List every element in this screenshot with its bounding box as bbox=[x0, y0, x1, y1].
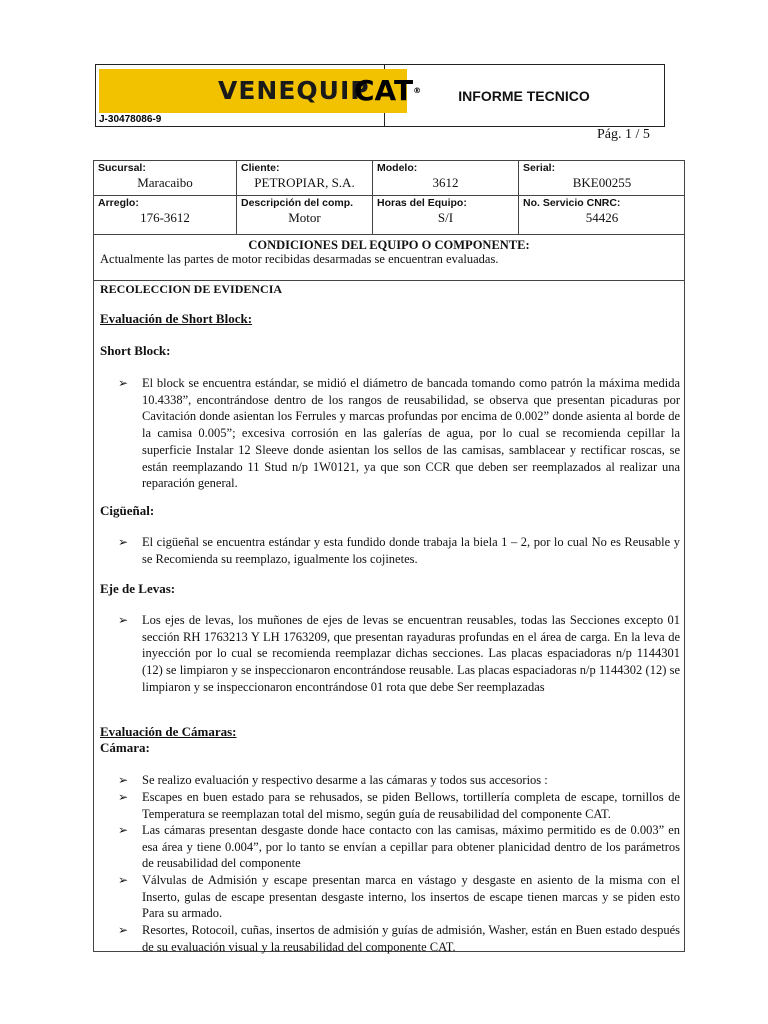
sucursal-label: Sucursal: bbox=[98, 162, 146, 174]
serial-value: BKE00255 bbox=[572, 175, 632, 190]
list-item-text: El block se encuentra estándar, se midió el diámetro de bancada tomando como patrón la máxima medida 10.4338”, encontrándose dentro de los rangos de reusabilidad, se observa que presentan picaduras por Cavitación donde asientan los Ferrules y marcas profundas por encima de 0.002” donde asienta al borde de la camisa 0.005”; excesiva corrosión en las galerías de agua, por lo cual se recomienda cepillar la superficie Instalar 12 Sleeve donde asientan los sellos de las camisas, samblacear y rectificar roscas, se están reemplazando 11 Stud n/p 1W0121, ya que son CCR que deben ser reemplazados al realizar una reparación general. bbox=[142, 376, 680, 491]
list-item bbox=[118, 822, 680, 872]
descripcion-cell bbox=[237, 196, 373, 235]
arrow-bullet-icon: ➢ bbox=[118, 613, 129, 627]
horas-value: S/I bbox=[437, 210, 454, 225]
rif-number: J-30478086-9 bbox=[99, 114, 162, 125]
serial-label: Serial: bbox=[523, 162, 556, 174]
descripcion-value: Motor bbox=[288, 210, 321, 225]
list-item-text: Las cámaras presentan desgaste donde hace contacto con las camisas, máximo permitido es de 0.003” en esa área y tiene 0.004”, por lo tanto se envían a cepillar para obtener planicidad dentro de los parámetros de reusabilidad del componente bbox=[142, 823, 680, 871]
cat-logo-text: CAT bbox=[354, 74, 414, 107]
list-item-text: Escapes en buen estado para se rehusados, se piden Bellows, tortillería completa de escape, tornillos de Temperatura se reemplazan total del mismo, según guía de reusabilidad del componente CAT. bbox=[142, 790, 680, 821]
brand-name: VENEQUIP bbox=[218, 76, 370, 105]
list-item bbox=[118, 375, 680, 492]
list-item bbox=[118, 534, 680, 567]
registered-mark: ® bbox=[413, 86, 422, 95]
list-item-text: El cigüeñal se encuentra estándar y esta fundido donde trabaja la biela 1 – 2, por lo cual No es Reusable y se Recomienda su reemplazo, igualmente los cojinetes. bbox=[142, 535, 680, 566]
report-body bbox=[93, 160, 685, 952]
arrow-bullet-icon: ➢ bbox=[118, 823, 129, 837]
arrow-bullet-icon: ➢ bbox=[118, 873, 129, 887]
arreglo-label: Arreglo: bbox=[98, 197, 139, 209]
arreglo-value: 176-3612 bbox=[140, 210, 190, 225]
list-item bbox=[118, 612, 680, 696]
horas-cell bbox=[373, 196, 519, 235]
arrow-bullet-icon: ➢ bbox=[118, 790, 129, 804]
horas-label: Horas del Equipo: bbox=[377, 197, 467, 209]
arrow-bullet-icon: ➢ bbox=[118, 535, 129, 549]
arrow-bullet-icon: ➢ bbox=[118, 376, 129, 390]
list-item bbox=[118, 922, 680, 955]
modelo-label: Modelo: bbox=[377, 162, 418, 174]
short-block-eval-heading: Evaluación de Short Block: bbox=[100, 311, 253, 326]
list-item bbox=[118, 872, 680, 922]
servicio-cell bbox=[519, 196, 685, 235]
conditions-text: Actualmente las partes de motor recibidas desarmadas se encuentran evaluadas. bbox=[100, 252, 499, 266]
ciguenal-heading: Cigüeñal: bbox=[100, 503, 155, 518]
modelo-cell bbox=[373, 161, 519, 196]
sucursal-cell bbox=[94, 161, 237, 196]
list-item bbox=[118, 772, 680, 789]
arrow-bullet-icon: ➢ bbox=[118, 773, 129, 787]
serial-cell bbox=[519, 161, 685, 196]
list-item-text: Los ejes de levas, los muñones de ejes de levas se encuentran reusables, todas las Secciones excepto 01 sección RH 1763213 Y LH 1763209, que presentan rayaduras profundas en el área de carga. En la leva de inyección por lo cual se recomienda reemplazar dichas secciones. Las placas espaciadoras n/p 1144301 (12) se limpiaron y se inspeccionaron encontrándose reusable. Las placas espaciadoras n/p 1144302 (12) se limpiaron y se inspeccionaron encontrándose 01 rota que debe Ser reemplazadas bbox=[142, 613, 680, 694]
servicio-value: 54426 bbox=[585, 210, 619, 225]
cliente-label: Cliente: bbox=[241, 162, 280, 174]
list-item-text: Resortes, Rotocoil, cuñas, insertos de admisión y guías de admisión, Washer, están en Buen estado después de su evaluación visual y la reusabilidad del componente CAT. bbox=[142, 923, 680, 954]
page-number: Pág. 1 / 5 bbox=[597, 127, 650, 142]
list-item bbox=[118, 789, 680, 822]
company-logo bbox=[96, 65, 422, 126]
short-block-heading: Short Block: bbox=[100, 343, 171, 358]
modelo-value: 3612 bbox=[432, 175, 459, 190]
list-item-text: Se realizo evaluación y respectivo desarme a las cámaras y todos sus accesorios : bbox=[142, 773, 548, 787]
eje-levas-heading: Eje de Levas: bbox=[100, 581, 176, 596]
camara-heading: Cámara: bbox=[100, 740, 150, 755]
descripcion-label: Descripción del comp. bbox=[241, 197, 354, 209]
sucursal-value: Maracaibo bbox=[137, 175, 193, 190]
evidence-title: RECOLECCION DE EVIDENCIA bbox=[100, 282, 283, 296]
report-header bbox=[95, 64, 665, 127]
equipment-info-grid bbox=[94, 161, 684, 235]
arreglo-cell bbox=[94, 196, 237, 235]
list-item-text: Válvulas de Admisión y escape presentan marca en vástago y desgaste en asiento de la misma con el Inserto, gulas de escape presentan desgaste interno, los insertos de escape tienen marcas y se piden esto Para su armado. bbox=[142, 873, 680, 921]
report-title: INFORME TECNICO bbox=[458, 87, 590, 104]
arrow-bullet-icon: ➢ bbox=[118, 923, 129, 937]
cliente-cell bbox=[237, 161, 373, 196]
camaras-eval-heading: Evaluación de Cámaras: bbox=[100, 724, 237, 739]
conditions-title: CONDICIONES DEL EQUIPO O COMPONENTE: bbox=[248, 238, 530, 252]
cliente-value: PETROPIAR, S.A. bbox=[254, 175, 355, 190]
component-conditions bbox=[94, 235, 684, 281]
servicio-label: No. Servicio CNRC: bbox=[523, 197, 621, 209]
